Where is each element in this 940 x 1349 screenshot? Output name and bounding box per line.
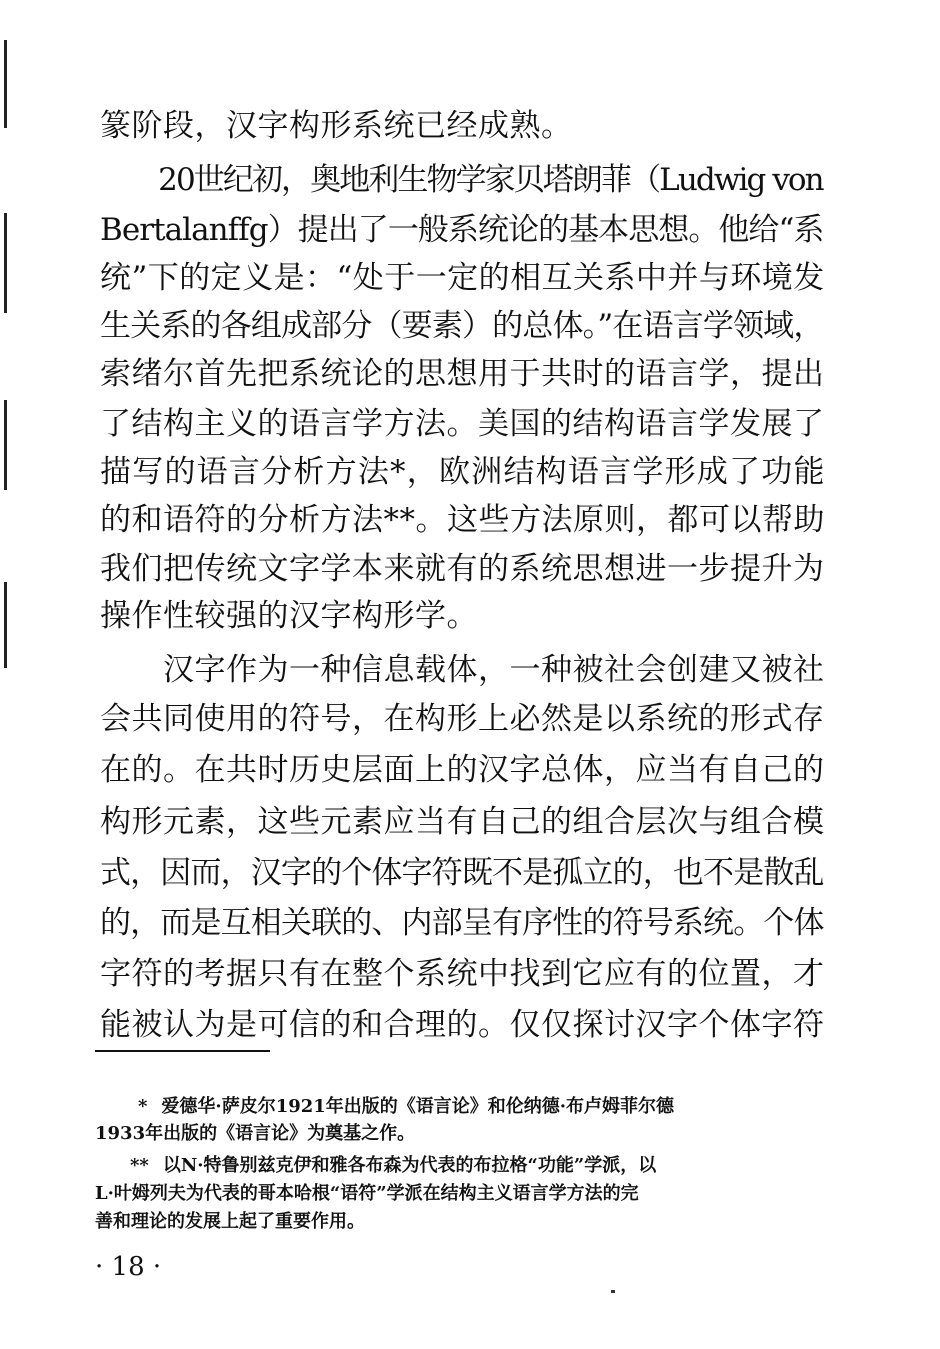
footnote-line: 善和理论的发展上起了重要作用。 (95, 1211, 365, 1232)
body-text-line: 索绪尔首先把系统论的思想用于共时的语言学，提出 (100, 356, 825, 392)
footnote-text: 以N·特鲁别兹克伊和雅各布森为代表的布拉格“功能”学派，以 (162, 1155, 657, 1176)
footnote-line: 1933年出版的《语言论》为奠基之作。 (95, 1123, 416, 1144)
body-text-line: 构形元素，这些元素应当有自己的组合层次与组合模 (100, 804, 825, 840)
body-text-line: 能被认为是可信的和合理的。仅仅探讨汉字个体字符 (100, 1007, 825, 1043)
footnote-marker: ** (130, 1155, 149, 1176)
body-text-line: Bertalanffg）提出了一般系统论的基本思想。他给“系 (100, 212, 824, 248)
footnote-text: 爱德华·萨皮尔1921年出版的《语言论》和伦纳德·布卢姆菲尔德 (161, 1096, 675, 1117)
body-text-line: 式，因而，汉字的个体字符既不是孤立的，也不是散乱 (100, 855, 824, 891)
body-text-line: 会共同使用的符号，在构形上必然是以系统的形式存 (100, 701, 825, 737)
body-text-line: 描写的语言分析方法*，欧洲结构语言学形成了功能 (100, 454, 826, 490)
footnote-line (138, 1095, 674, 1119)
scan-edge-mark (4, 213, 7, 313)
body-text-line: 字符的考据只有在整个系统中找到它应有的位置，才 (100, 956, 825, 992)
scan-speck (611, 1290, 615, 1293)
body-text-line: 的和语符的分析方法**。这些方法原则，都可以帮助 (100, 502, 825, 538)
footnote-separator (95, 1050, 270, 1052)
body-text-line: 篆阶段，汉字构形系统已经成熟。 (100, 108, 573, 144)
scan-edge-mark (4, 40, 7, 128)
footnote-line (130, 1154, 656, 1178)
footnote-marker: * (138, 1096, 148, 1117)
body-text-line: 在的。在共时历史层面上的汉字总体，应当有自己的 (100, 752, 825, 788)
body-text-line: 汉字作为一种信息载体，一种被社会创建又被社 (100, 652, 825, 688)
body-text-line: 我们把传统文字学本来就有的系统思想进一步提升为 (100, 551, 825, 587)
scan-edge-mark (4, 582, 7, 668)
body-text-line: 的，而是互相关联的、内部呈有序性的符号系统。个体 (100, 905, 824, 941)
body-text-line: 操作性较强的汉字构形学。 (100, 598, 478, 634)
body-text-line: 了结构主义的语言学方法。美国的结构语言学发展了 (100, 406, 825, 442)
body-text-line: 20世纪初，奥地利生物学家贝塔朗菲（Ludwig von (100, 162, 823, 198)
scan-edge-mark (4, 400, 7, 490)
page-number: · 18 · (95, 1252, 162, 1282)
body-text-line: 生关系的各组成部分（要素）的总体。”在语言学领域， (100, 308, 824, 344)
body-text-line: 统”下的定义是：“处于一定的相互关系中并与环境发 (100, 260, 825, 296)
footnote-line: L·叶姆列夫为代表的哥本哈根“语符”学派在结构主义语言学方法的完 (95, 1183, 639, 1204)
